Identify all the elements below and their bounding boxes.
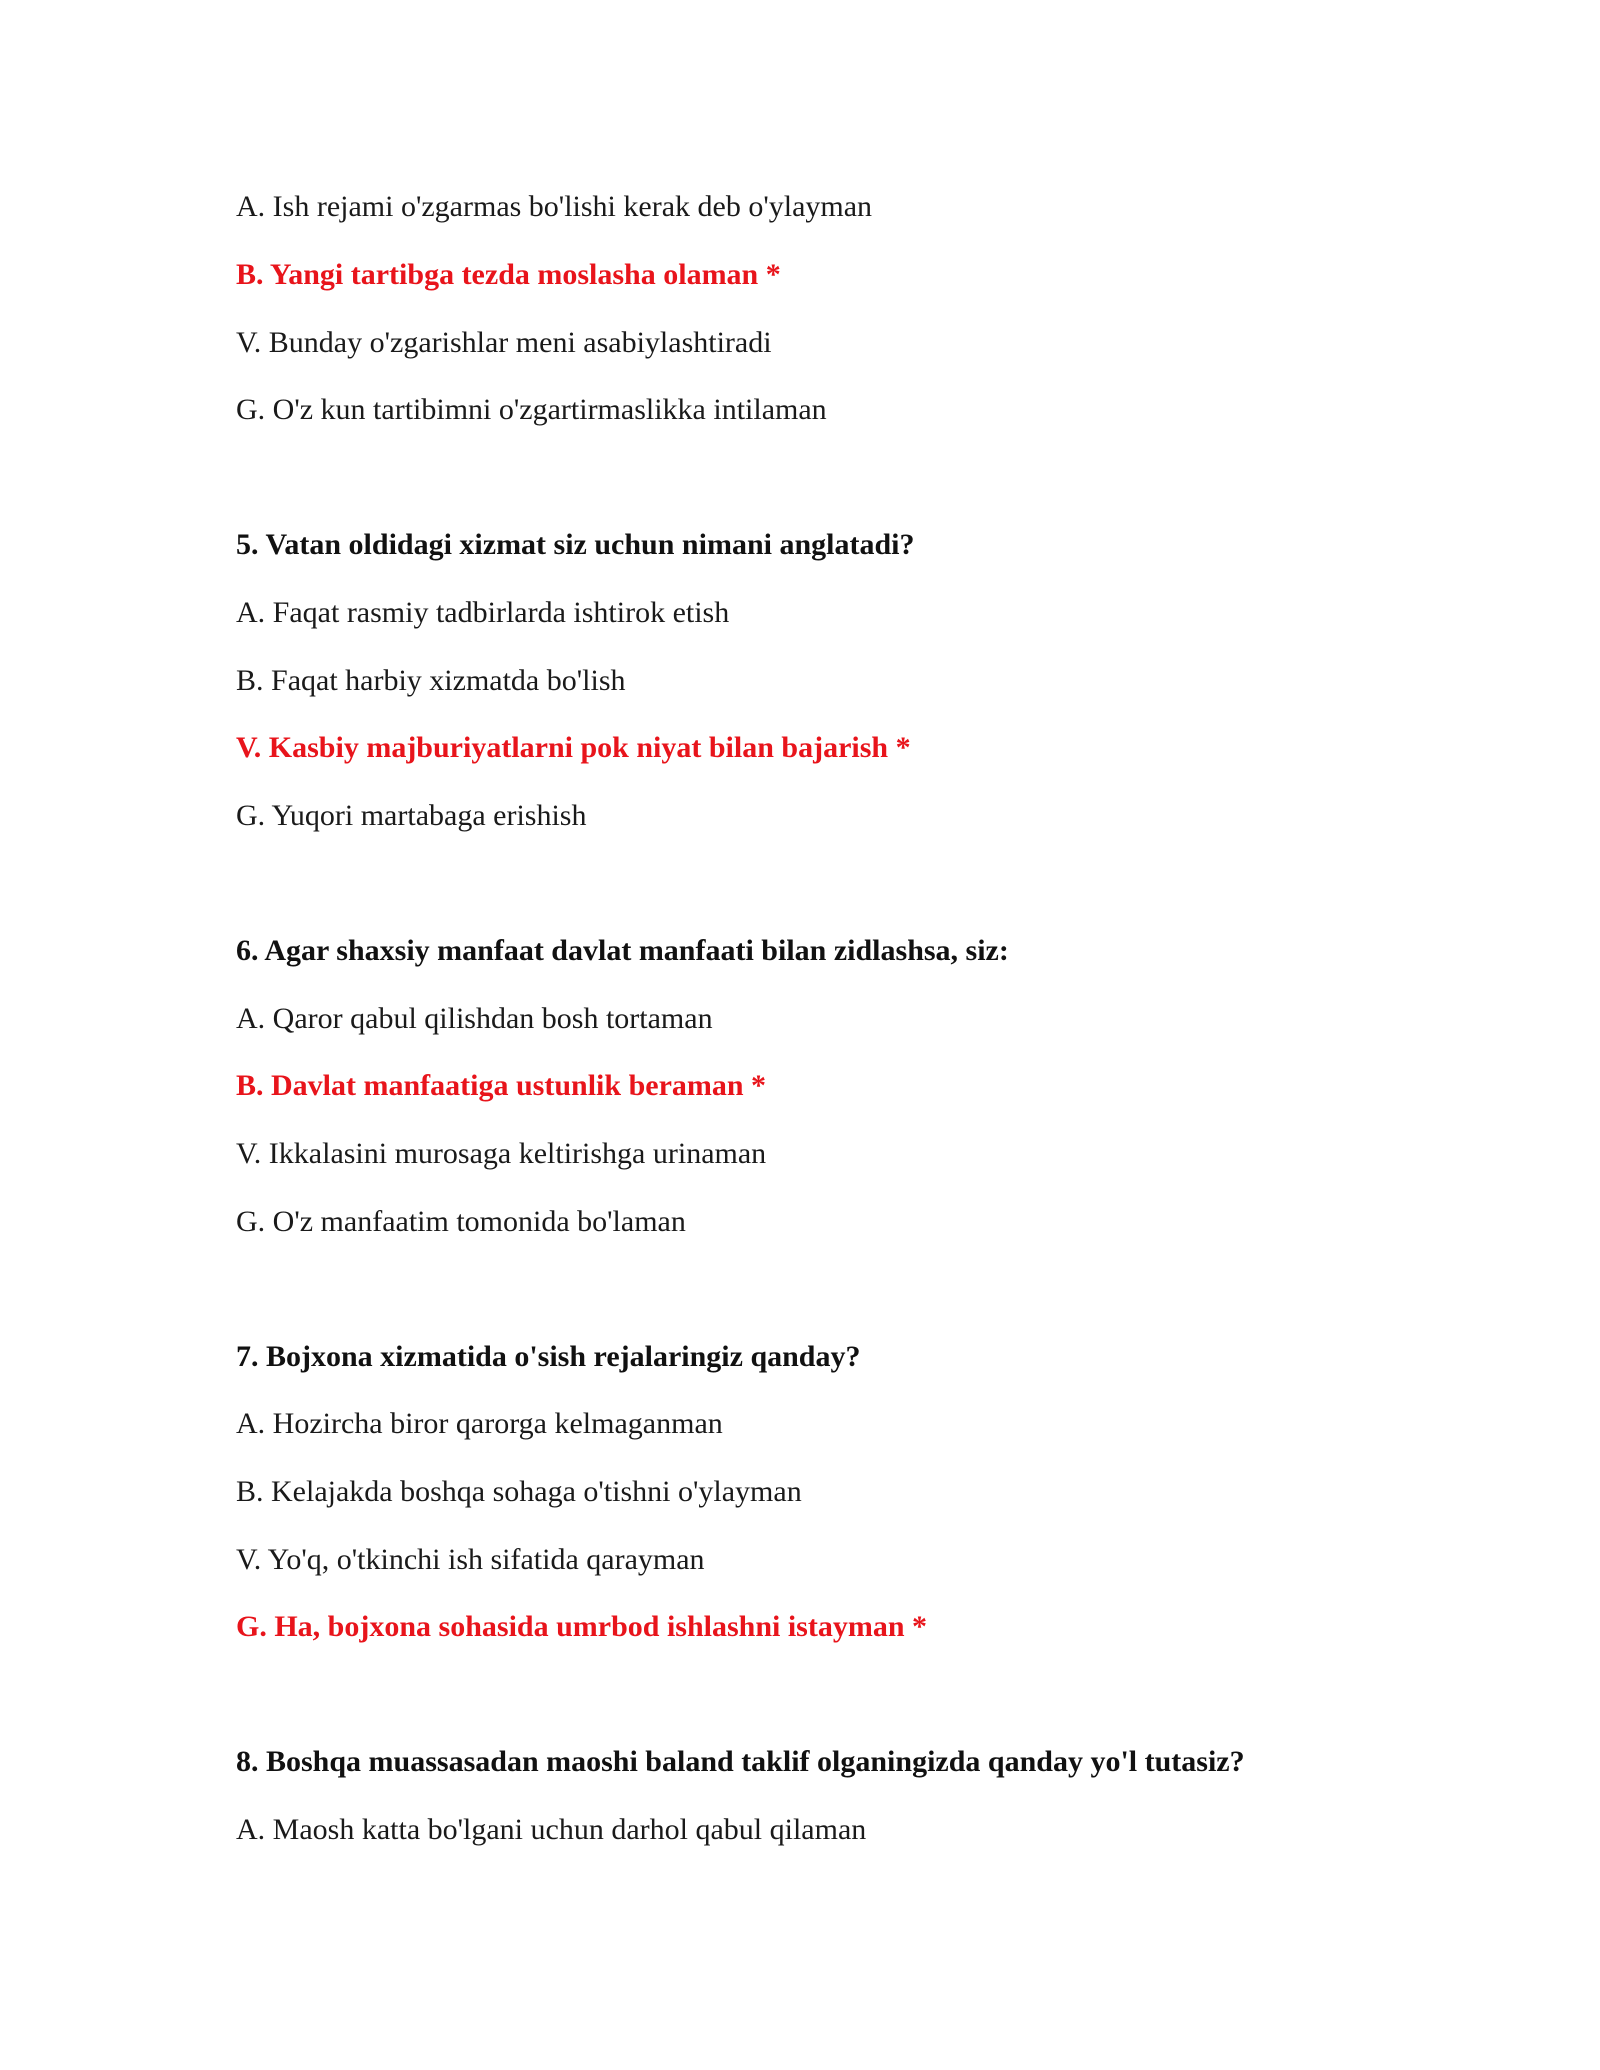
q5-question: 5. Vatan oldidagi xizmat siz uchun nimani anglatadi? [236, 528, 915, 561]
q5-option-v-correct: V. Kasbiy majburiyatlarni pok niyat bilan bajarish * [236, 731, 911, 764]
q4-option-a: A. Ish rejami o'zgarmas bo'lishi kerak deb o'ylayman [236, 190, 873, 223]
q5-option-b: B. Faqat harbiy xizmatda bo'lish [236, 664, 626, 697]
q5-option-g: G. Yuqori martabaga erishish [236, 799, 587, 832]
q6-option-b-correct: B. Davlat manfaatiga ustunlik beraman * [236, 1069, 767, 1102]
q6-option-g: G. O'z manfaatim tomonida bo'laman [236, 1205, 686, 1238]
q8-question: 8. Boshqa muassasadan maoshi baland taklif olganingizda qanday yo'l tutasiz? [236, 1745, 1245, 1778]
q4-option-b-correct: B. Yangi tartibga tezda moslasha olaman * [236, 258, 781, 291]
q4-option-v: V. Bunday o'zgarishlar meni asabiylashtiradi [236, 326, 772, 359]
q6-question: 6. Agar shaxsiy manfaat davlat manfaati bilan zidlashsa, siz: [236, 934, 1009, 967]
q4-option-g: G. O'z kun tartibimni o'zgartirmaslikka intilaman [236, 393, 827, 426]
q7-option-a: A. Hozircha biror qarorga kelmaganman [236, 1407, 723, 1440]
q5-option-a: A. Faqat rasmiy tadbirlarda ishtirok etish [236, 596, 730, 629]
q8-option-a: A. Maosh katta bo'lgani uchun darhol qabul qilaman [236, 1813, 867, 1846]
q7-question: 7. Bojxona xizmatida o'sish rejalaringiz qanday? [236, 1340, 861, 1373]
q6-option-v: V. Ikkalasini murosaga keltirishga urinaman [236, 1137, 767, 1170]
q6-option-a: A. Qaror qabul qilishdan bosh tortaman [236, 1002, 713, 1035]
q7-option-g-correct: G. Ha, bojxona sohasida umrbod ishlashni istayman * [236, 1610, 928, 1643]
q7-option-b: B. Kelajakda boshqa sohaga o'tishni o'ylayman [236, 1475, 802, 1508]
q7-option-v: V. Yo'q, o'tkinchi ish sifatida qarayman [236, 1543, 705, 1576]
